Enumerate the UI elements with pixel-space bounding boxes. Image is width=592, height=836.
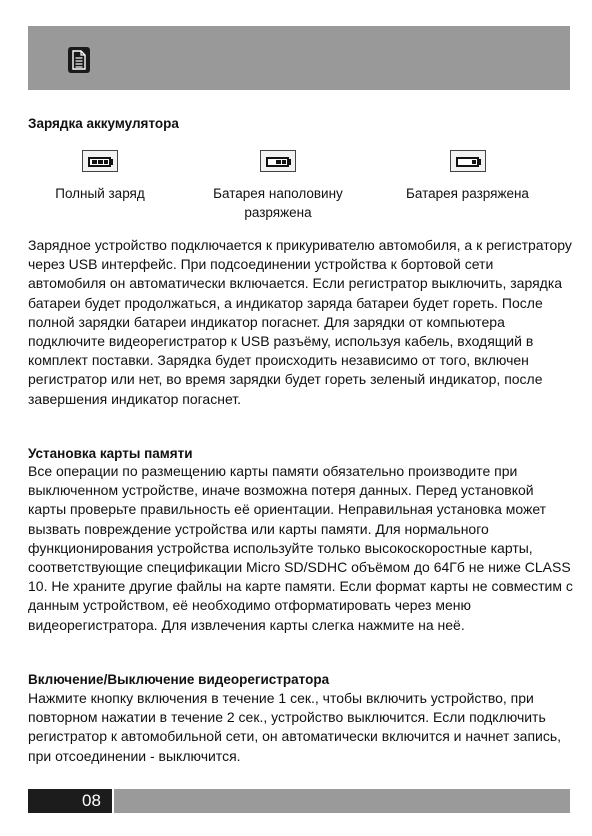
battery-state-label: Батарея разряжена [406, 186, 529, 201]
battery-state-empty [395, 150, 540, 203]
battery-state-label: Полный заряд [55, 186, 145, 201]
footer-page-tab [28, 789, 112, 813]
battery-state-full [40, 150, 160, 203]
battery-state-half [198, 150, 358, 222]
charging-paragraph: Зарядное устройство подключается к прикуривателю автомобиля, а к регистратору через USB интерфейс. При подсоединении устройства к бортовой сети автомобиля он автоматически включается. Если регистратор выключить, зарядка батареи будет продолжаться, а индикатор заряда батареи будет гореть. После полной зарядки батареи индикатор погаснет. Для зарядки от компьютера подключите видеорегистратор к USB разъёму, используя кабель, входящий в комплект поставки. Зарядка будет происходить независимо от того, включен регистратор или нет, во время зарядки будет гореть зеленый индикатор, после завершения индикатор погаснет. [28, 237, 572, 407]
power-section-title: Включение/Выключение видеорегистратора [28, 672, 330, 687]
battery-empty-icon [450, 150, 486, 172]
battery-half-icon [260, 150, 296, 172]
footer-bar [114, 789, 570, 813]
battery-state-label: Батарея наполовину разряжена [213, 186, 343, 220]
battery-full-icon [82, 150, 118, 172]
page-header-bar [28, 26, 570, 90]
memory-card-paragraph: Все операции по размещению карты памяти обязательно производите при выключенном устройстве, иначе возможна потеря данных. Перед установкой карты проверьте правильность её ориентации. Неправильная установка может вызвать повреждение устройства или карты памяти. Для нормального функционирования устройства используйте только высокоскоростные карты, соответствующие спецификации Micro SD/SDHC объёмом до 64Гб не ниже CLASS 10. Не храните другие файлы на карте памяти. Если формат карты не совместим с данным устройством, её необходимо отформатировать через меню видеорегистратора. Для извлечения карты слегка нажмите на неё. [28, 463, 573, 633]
charging-section-title: Зарядка аккумулятора [28, 116, 179, 131]
power-paragraph: Нажмите кнопку включения в течение 1 сек., чтобы включить устройство, при повторном нажатии в течение 2 сек., устройство выключится. Если подключить регистратор к автомобильной сети, он автоматически включится и начнет запись, при отсоединении - выключится. [28, 690, 562, 764]
memory-card-section-title: Установка карты памяти [28, 446, 193, 461]
document-icon [68, 47, 90, 73]
page-number: 08 [82, 791, 101, 810]
